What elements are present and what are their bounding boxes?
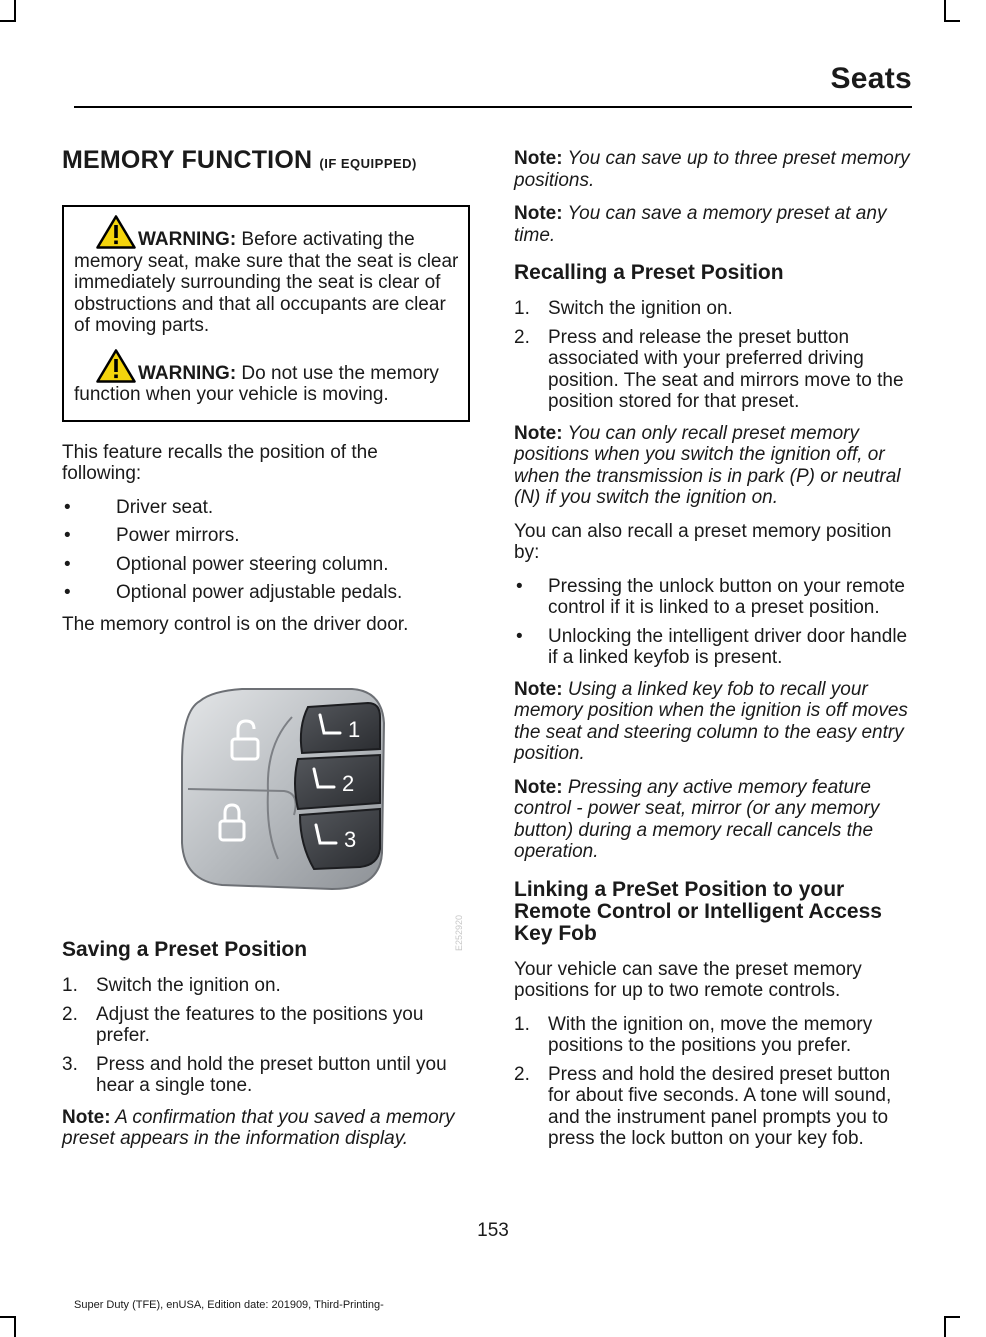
list-item-text: Power mirrors. [116, 525, 240, 546]
note-label: Note: [62, 1106, 111, 1128]
warning-triangle-icon [96, 215, 136, 249]
page-header-title: Seats [830, 62, 912, 95]
warning-text: Do not use the memory function when your vehicle is moving. [74, 362, 439, 405]
note [514, 203, 912, 246]
list-item [62, 1004, 460, 1047]
step-number: 1. [514, 298, 530, 319]
step-text: Switch the ignition on. [548, 298, 733, 319]
step-number: 1. [514, 1013, 530, 1035]
recall-heading: Recalling a Preset Position [514, 261, 784, 284]
note [514, 148, 912, 191]
note [514, 679, 912, 765]
header-divider [74, 106, 912, 108]
step-text: Press and hold the desired preset button for about five seconds. A tone will sound, and the instrument panel prompts you to press the lock button on your key fob. [548, 1063, 892, 1149]
linking-heading: Linking a PreSet Position to your Remote Control or Intelligent Access Key Fob [514, 877, 882, 945]
preset-label-3: 3 [344, 827, 357, 852]
warning-text: Before activating the memory seat, make sure that the seat is clear immediately surrounding the seat is clear of obstructions and that all occupants are clear of moving parts. [74, 229, 459, 336]
linking-intro: Your vehicle can save the preset memory positions for up to two remote controls. [514, 958, 862, 1001]
preset-label-2: 2 [342, 771, 355, 796]
step-number: 2. [514, 326, 530, 348]
list-item [62, 497, 460, 519]
preset-label-1: 1 [348, 717, 361, 742]
list-item [514, 1014, 912, 1057]
list-item [62, 975, 460, 997]
footer-edition: Super Duty (TFE), enUSA, Edition date: 201909, Third-Printing- [74, 1299, 384, 1311]
left-column [62, 140, 464, 1162]
note-text: A confirmation that you saved a memory preset appears in the information display. [62, 1106, 455, 1149]
section-title-qualifier: (IF EQUIPPED) [319, 156, 417, 171]
list-item-text: Unlocking the intelligent driver door handle if a linked keyfob is present. [548, 625, 908, 668]
note [514, 777, 912, 863]
bullet-glyph: • [516, 625, 523, 647]
saving-steps [62, 975, 460, 1097]
crop-mark [14, 1316, 16, 1337]
memory-button-2[interactable] [295, 755, 380, 809]
intro-paragraph: This feature recalls the position of the following: [62, 441, 378, 484]
list-item [514, 626, 912, 669]
list-item-text: Driver seat. [116, 496, 214, 518]
note-label: Note: [514, 678, 563, 700]
note-text: You can save a memory preset at any time. [514, 203, 887, 246]
note-label: Note: [514, 776, 563, 798]
warning-triangle-icon [96, 349, 136, 383]
step-number: 3. [62, 1053, 78, 1075]
step-text: Press and release the preset button associated with your preferred driving position. The seat and mirrors move to the position stored for that preset. [548, 326, 904, 412]
list-item [62, 1054, 460, 1097]
recall-methods-list [514, 576, 912, 669]
list-item [62, 554, 460, 576]
note-label: Note: [514, 148, 563, 169]
list-item [62, 525, 460, 547]
bullet-glyph: • [64, 553, 71, 575]
list-item-text: Optional power steering column. [116, 553, 389, 575]
warning-paragraph [74, 221, 460, 337]
bullet-glyph: • [64, 582, 71, 603]
section-title-text: MEMORY FUNCTION [62, 146, 313, 174]
feature-list [62, 497, 460, 604]
crop-mark [0, 20, 16, 22]
crop-mark [944, 1316, 946, 1337]
warning-label: WARNING: [138, 362, 237, 384]
step-text: With the ignition on, move the memory positions to the positions you prefer. [548, 1013, 873, 1056]
step-number: 2. [514, 1063, 530, 1085]
also-recall-text: You can also recall a preset memory position by: [514, 520, 892, 563]
step-number: 1. [62, 975, 78, 996]
list-item [514, 298, 912, 320]
step-text: Press and hold the preset button until you hear a single tone. [96, 1053, 447, 1096]
crop-mark [0, 1316, 16, 1318]
list-item-text: Optional power adjustable pedals. [116, 582, 403, 603]
saving-heading: Saving a Preset Position [62, 938, 308, 961]
crop-mark [14, 0, 16, 22]
crop-mark [944, 1316, 960, 1318]
crop-mark [944, 0, 946, 22]
image-code: E252920 [454, 915, 464, 952]
warning-paragraph [74, 355, 460, 406]
warning-box [62, 205, 470, 422]
bullet-glyph: • [64, 496, 71, 518]
note-text: Pressing any active memory feature control - power seat, mirror (or any memory button) during a memory recall cancels the operation. [514, 776, 880, 862]
list-item [514, 576, 912, 619]
step-number: 2. [62, 1003, 78, 1025]
step-text: Adjust the features to the positions you prefer. [96, 1003, 424, 1046]
list-item [514, 327, 912, 413]
note [514, 423, 912, 509]
control-location-text: The memory control is on the driver door. [62, 613, 409, 635]
step-text: Switch the ignition on. [96, 975, 281, 996]
list-item-text: Pressing the unlock button on your remote control if it is linked to a preset position. [548, 575, 905, 618]
crop-mark [944, 20, 960, 22]
note-text: Using a linked key fob to recall your memory position when the ignition is off moves the seat and steering column to the easy entry position. [514, 678, 908, 764]
section-title [62, 146, 460, 175]
warning-label: WARNING: [138, 229, 237, 250]
note [62, 1107, 460, 1150]
memory-button-3[interactable] [300, 809, 380, 869]
memory-button-1[interactable] [301, 703, 380, 753]
linking-steps [514, 1014, 912, 1150]
bullet-glyph: • [64, 525, 71, 546]
note-label: Note: [514, 422, 563, 444]
note-text: You can save up to three preset memory positions. [514, 148, 910, 191]
list-item [62, 582, 460, 604]
right-column [514, 148, 912, 1160]
note-text: You can only recall preset memory positions when you switch the ignition off, or when the transmission is in park (P) or neutral (N) if you switch the ignition on. [514, 422, 901, 508]
page-number: 153 [477, 1220, 509, 1241]
recall-steps [514, 298, 912, 413]
bullet-glyph: • [516, 575, 523, 597]
list-item [514, 1064, 912, 1150]
note-label: Note: [514, 203, 563, 224]
